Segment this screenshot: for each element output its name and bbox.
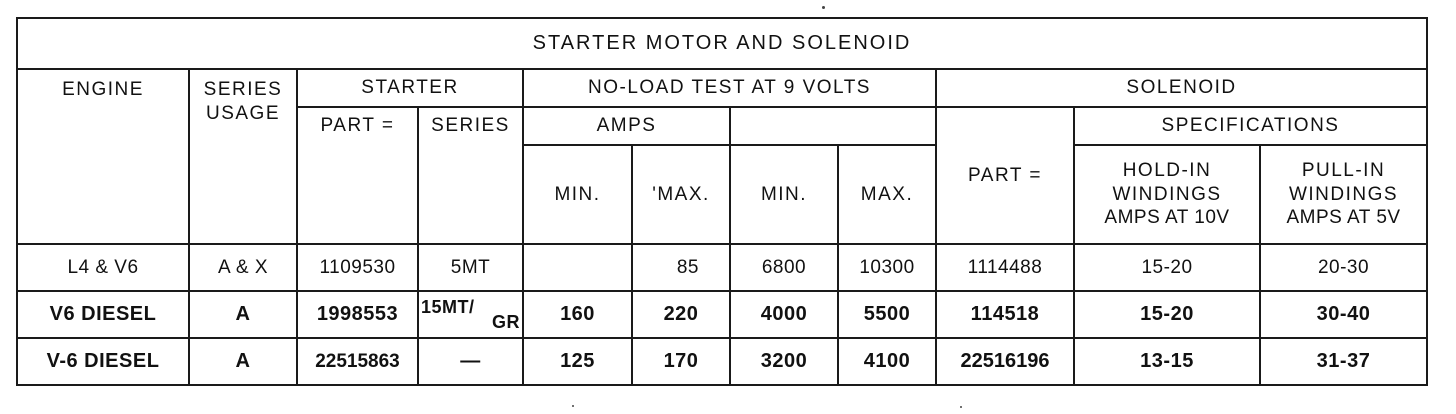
table-row bbox=[17, 291, 1427, 338]
cell-rpm-max: 10300 bbox=[838, 244, 936, 291]
header-series-usage-label: SERIES USAGE bbox=[203, 79, 283, 124]
cell-starter-part: 22515863 bbox=[297, 338, 418, 385]
cell-engine: V6 DIESEL bbox=[17, 291, 189, 338]
header-starter: STARTER bbox=[297, 69, 523, 107]
cell-rpm-min: 6800 bbox=[730, 244, 838, 291]
cell-pull-in: 31-37 bbox=[1260, 338, 1427, 385]
pull-in-line1: PULL-IN bbox=[1301, 159, 1386, 181]
header-amps-max: 'MAX. bbox=[632, 145, 730, 244]
table-row bbox=[17, 244, 1427, 291]
scan-speck bbox=[822, 6, 825, 9]
pull-in-line3: AMPS AT 5V bbox=[1286, 207, 1401, 229]
header-series-usage bbox=[189, 69, 297, 244]
pull-in-line2: WINDINGS bbox=[1288, 183, 1399, 205]
cell-series-usage: A bbox=[189, 338, 297, 385]
cell-series-usage: A & X bbox=[189, 244, 297, 291]
cell-amps-min bbox=[523, 244, 632, 291]
spec-sheet bbox=[16, 17, 1426, 397]
starter-series-part-a: 15MT/ bbox=[421, 296, 475, 317]
cell-rpm-min: 4000 bbox=[730, 291, 838, 338]
header-blank bbox=[730, 107, 936, 145]
cell-amps-max: 220 bbox=[632, 291, 730, 338]
header-pull-in bbox=[1260, 145, 1427, 244]
header-solenoid-part: PART = bbox=[936, 107, 1074, 244]
scan-speck bbox=[572, 405, 574, 407]
header-amps: AMPS bbox=[523, 107, 730, 145]
cell-hold-in: 15-20 bbox=[1074, 244, 1260, 291]
cell-amps-min: 160 bbox=[523, 291, 632, 338]
cell-starter-series bbox=[418, 291, 523, 338]
hold-in-line3: AMPS AT 10V bbox=[1104, 207, 1230, 229]
starter-series-split bbox=[419, 296, 522, 334]
scan-speck bbox=[960, 406, 962, 408]
cell-series-usage: A bbox=[189, 291, 297, 338]
table-row bbox=[17, 338, 1427, 385]
cell-starter-series: 5MT bbox=[418, 244, 523, 291]
cell-amps-min: 125 bbox=[523, 338, 632, 385]
table-title: STARTER MOTOR AND SOLENOID bbox=[17, 18, 1427, 69]
cell-pull-in: 20-30 bbox=[1260, 244, 1427, 291]
cell-hold-in: 15-20 bbox=[1074, 291, 1260, 338]
cell-solenoid-part: 1114488 bbox=[936, 244, 1074, 291]
header-solenoid: SOLENOID bbox=[936, 69, 1427, 107]
header-specifications: SPECIFICATIONS bbox=[1074, 107, 1427, 145]
cell-starter-series: — bbox=[418, 338, 523, 385]
header-rpm-max: MAX. bbox=[838, 145, 936, 244]
cell-starter-part: 1109530 bbox=[297, 244, 418, 291]
cell-amps-max: 85 bbox=[632, 244, 730, 291]
cell-pull-in: 30-40 bbox=[1260, 291, 1427, 338]
header-hold-in bbox=[1074, 145, 1260, 244]
header-amps-min: MIN. bbox=[523, 145, 632, 244]
cell-solenoid-part: 114518 bbox=[936, 291, 1074, 338]
header-engine: ENGINE bbox=[17, 69, 189, 244]
starter-series-part-b: GR bbox=[492, 312, 520, 332]
header-starter-part: PART = bbox=[297, 107, 418, 244]
starter-solenoid-table bbox=[16, 17, 1428, 386]
header-rpm-min: MIN. bbox=[730, 145, 838, 244]
hold-in-line1: HOLD-IN bbox=[1122, 159, 1212, 181]
cell-rpm-min: 3200 bbox=[730, 338, 838, 385]
hold-in-line2: WINDINGS bbox=[1112, 183, 1222, 205]
cell-rpm-max: 5500 bbox=[838, 291, 936, 338]
header-starter-series: SERIES bbox=[418, 107, 523, 244]
cell-engine: V-6 DIESEL bbox=[17, 338, 189, 385]
cell-amps-max: 170 bbox=[632, 338, 730, 385]
cell-solenoid-part: 22516196 bbox=[936, 338, 1074, 385]
cell-starter-part: 1998553 bbox=[297, 291, 418, 338]
cell-rpm-max: 4100 bbox=[838, 338, 936, 385]
cell-hold-in: 13-15 bbox=[1074, 338, 1260, 385]
header-no-load-test: NO-LOAD TEST AT 9 VOLTS bbox=[523, 69, 936, 107]
cell-engine: L4 & V6 bbox=[17, 244, 189, 291]
